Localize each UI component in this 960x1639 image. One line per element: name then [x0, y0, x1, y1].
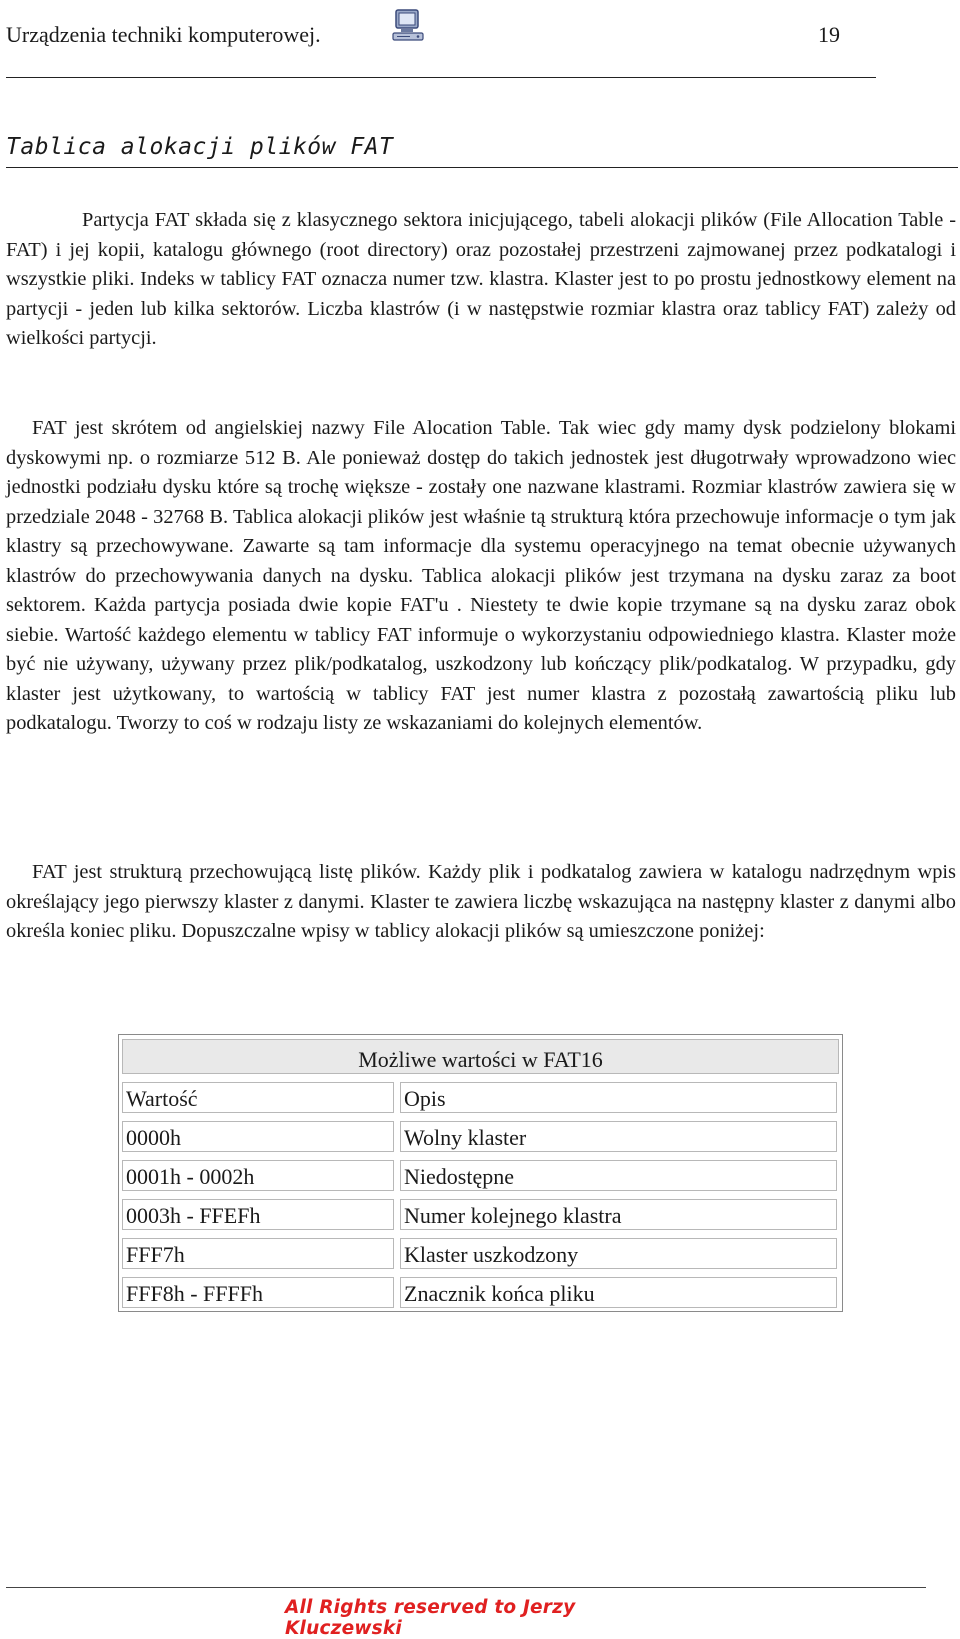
table-row [122, 1160, 839, 1199]
table-cell-description: Numer kolejnego klastra [400, 1199, 837, 1230]
table-cell-description: Niedostępne [400, 1160, 837, 1191]
header-value: Wartość [122, 1082, 394, 1113]
page-number: 19 [818, 22, 840, 47]
table-cell-description: Wolny klaster [400, 1121, 837, 1152]
header-title: Urządzenia techniki komputerowej. [6, 22, 321, 47]
table-row [122, 1199, 839, 1238]
table-cell-value: 0003h - FFEFh [122, 1199, 394, 1230]
paragraph-3: FAT jest strukturą przechowującą listę plików. Każdy plik i podkatalog zawiera w katalogu nadrzędnym wpis określający jego pierwszy klaster z danymi. Klaster te zawiera liczbę wskazująca na następny klaster z danymi albo określa koniec pliku. Dopuszczalne wpisy w tablicy alokacji plików są umieszczone poniżej: [6, 861, 956, 942]
table-row [122, 1277, 839, 1308]
table-cell-description: Znacznik końca pliku [400, 1277, 837, 1308]
fat16-values-table [118, 1034, 843, 1312]
table-cell-value: 0000h [122, 1121, 394, 1152]
footer-rule [6, 1587, 926, 1588]
table-cell-value: FFF8h - FFFFh [122, 1277, 394, 1308]
table-cell-value: 0001h - 0002h [122, 1160, 394, 1191]
table-caption: Możliwe wartości w FAT16 [122, 1039, 839, 1074]
table-header-row [122, 1082, 839, 1121]
paragraph-2: FAT jest skrótem od angielskiej nazwy File Alocation Table. Tak wiec gdy mamy dysk podzielony blokami dyskowymi np. o rozmiarze 512 B. Ale ponieważ dostęp do takich jednostek jest długotrwały wprowadzono wiec jednostki podziału dysku które są trochę większe - zostały one nazwane klastrami. Rozmiar klastrów zawiera się w przedziale 2048 - 32768 B. Tablica alokacji plików jest właśnie tą strukturą która przechowuje informacje o tym jak klastry są przechowywane. Zawarte są tam informacje dla systemu operacyjnego na temat obecnie używanych klastrów do przechowywania danych na dysku. Tablica alokacji plików jest trzymana na dysku zaraz za boot sektorem. Każda partycja posiada dwie kopie FAT'u . Niestety te dwie kopie trzymane są na dysku zaraz obok siebie. Wartość każdego elementu w tablicy FAT informuje o wykorzystaniu odpowiedniego klastra. Klaster może być nie używany, używany przez plik/podkatalog, uszkodzony lub kończący plik/podkatalog. W przypadku, gdy klaster jest użytkowany, to wartością w tablicy FAT jest numer klastra z pozostałą zawartością pliku lub podkatalogu. Tworzy to coś w rodzaju listy ze wskazaniami do kolejnych elementów. [6, 417, 956, 734]
footer-copyright: All Rights reserved to Jerzy Kluczewski [285, 1597, 576, 1639]
computer-icon [390, 6, 428, 44]
paragraph-1: Partycja FAT składa się z klasycznego sektora inicjującego, tabeli alokacji plików (File Allocation Table - FAT) i jej kopii, katalogu głównego (root directory) oraz pozostałej przestrzeni zajmowanej przez podkatalogi i wszystkie pliki. Indeks w tablicy FAT oznacza numer tzw. klastra. Klaster jest to po prostu jednostkowy element na partycji - jeden lub kilka sektorów. Liczba klastrów (i w następstwie rozmiar klastra oraz tablicy FAT) zależy od wielkości partycji. [6, 209, 956, 349]
table-row [122, 1238, 839, 1277]
section-title-rule [6, 167, 958, 168]
table-cell-description: Klaster uszkodzony [400, 1238, 837, 1269]
page-header [6, 20, 876, 56]
header-description: Opis [400, 1082, 837, 1113]
section-title: Tablica alokacji plików FAT [6, 134, 394, 160]
table-row [122, 1121, 839, 1160]
table-cell-value: FFF7h [122, 1238, 394, 1269]
header-rule [6, 77, 876, 78]
